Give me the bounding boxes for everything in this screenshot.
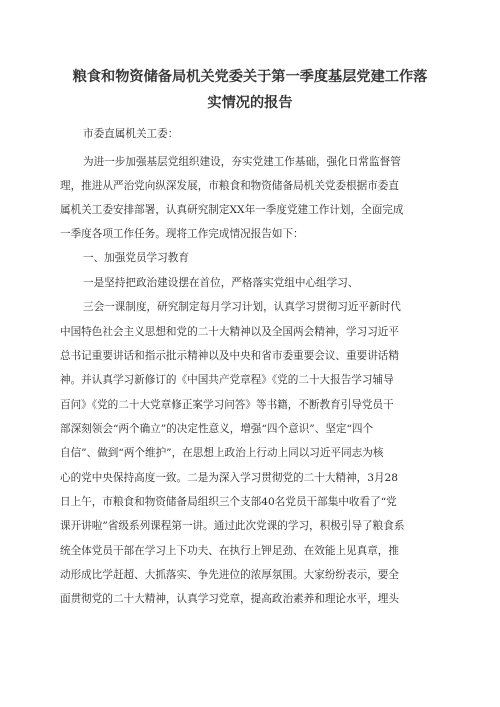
title-line-1: 粮食和物资储备局机关党委关于第一季度基层党建工作落 — [72, 69, 428, 85]
body-line: 为进一步加强基层党组织建设，夯实党建工作基础，强化日常监督管 — [83, 156, 401, 168]
body-line: 理，推进从严治党向纵深发展，市粮食和物资储备局机关党委根据市委直 — [60, 180, 399, 192]
body-line: 神。并认真学习新修订的《中国共产党章程》《党的二十大报告学习辅导 — [60, 374, 394, 386]
body-line: 面贯彻党的二十大精神，认真学习党章，提高政治素养和理论水平，埋头 — [60, 593, 399, 605]
body-line: 一是坚持把政治建设摆在首位，严格落实党组中心组学习、 — [83, 277, 359, 289]
title-line-2: 实情况的报告 — [207, 95, 293, 111]
body-line: 中国特色社会主义思想和党的二十大精神以及全国两会精神，学习习近平 — [60, 326, 399, 338]
body-line: 心的党中央保持高度一致。二是为深入学习贯彻党的二十大精神，3月28 — [60, 472, 399, 484]
body-line: 属机关工委安排部署，认真研究制定XX年一季度党建工作计划，全面完成 — [60, 204, 404, 216]
body-line: 部深刻领会“两个确立”的决定性意义，增强“四个意识”、坚定“四个 — [60, 423, 374, 435]
body-line: 日上午，市粮食和物资储备局组织三个支部40名党员干部集中收看了“党 — [60, 496, 397, 508]
body-line: 动形成比学赶超、大抓落实、争先进位的浓厚氛围。大家纷纷表示，要全 — [60, 569, 399, 581]
body-line: 统全体党员干部在学习上下功夫、在执行上钾足劲、在效能上见真章，推 — [60, 545, 399, 557]
body-line: 一季度各项工作任务。现将工作完成情况报告如下： — [60, 228, 304, 240]
body-line: 总书记重要讲话和指示批示精神以及中央和省市委重要会议、重要讲话精 — [60, 350, 399, 362]
salutation: 市委直属机关工委： — [83, 128, 179, 140]
body-line: 自信”、做到“两个维护”，在思想上政治上行动上同以习近平同志为核 — [60, 447, 384, 459]
body-line: 课开讲啦”省级系列课程第一讲。通过此次党课的学习，积极引导了粮食系 — [60, 520, 405, 532]
section-heading: 一、加强党员学习教育 — [83, 252, 189, 264]
body-line: 三会一课制度，研究制定每月学习计划，认真学习贯彻习近平新时代 — [83, 301, 401, 313]
body-line: 百问》《党的二十大党章修正案学习问答》等书籍，不断教育引导党员干 — [60, 399, 394, 411]
